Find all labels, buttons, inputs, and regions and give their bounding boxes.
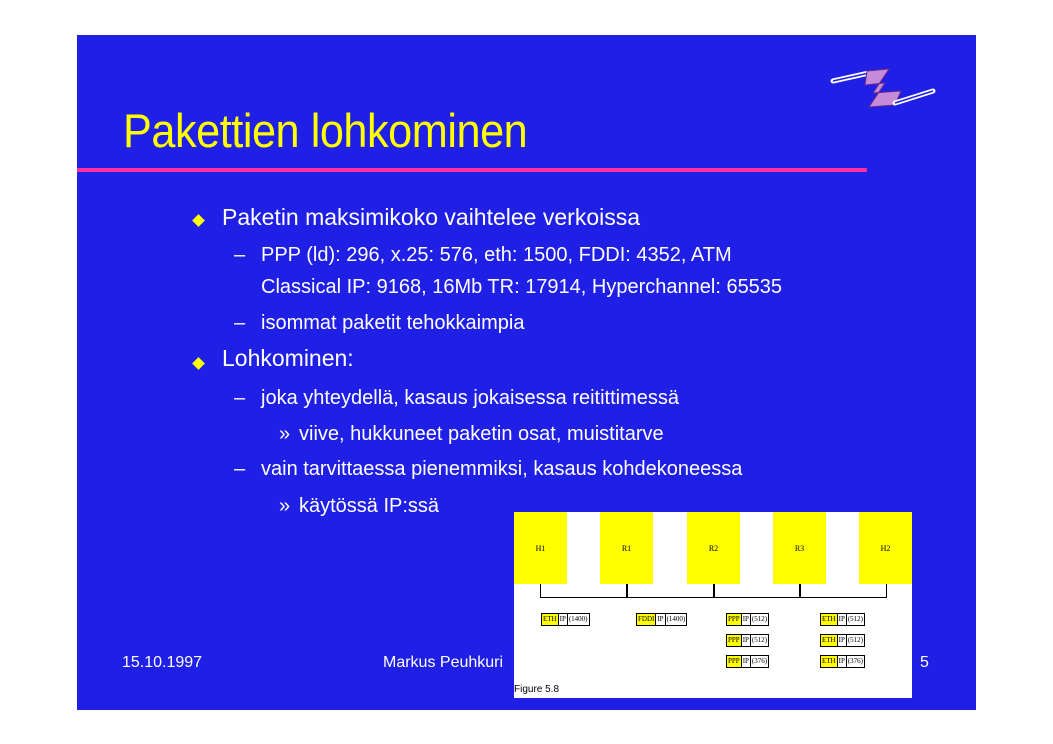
footer-author: Markus Peuhkuri	[383, 654, 504, 671]
packet	[820, 613, 865, 626]
bullet-2-sub-2-sub: käytössä IP:ssä	[299, 495, 440, 517]
packet-payload: (512)	[847, 636, 864, 644]
bullet-2-sub-1: joka yhteydellä, kasaus jokaisessa reitittimessä	[261, 387, 679, 409]
packet-header: ETH	[822, 636, 836, 644]
packet-payload: (512)	[751, 615, 768, 623]
router-box: R1	[600, 512, 653, 584]
packet	[820, 655, 865, 668]
footer-page-number: 5	[920, 654, 929, 671]
page-title: Pakettien lohkominen	[123, 104, 528, 157]
bullet-2-sub-2: vain tarvittaessa pienemmiksi, kasaus kohdekoneessa	[261, 458, 743, 480]
packet-header: PPP	[728, 657, 740, 665]
packet-ip: IP	[657, 615, 664, 623]
bullet-2: Lohkominen:	[222, 345, 354, 371]
bullet-diamond-icon	[192, 214, 205, 227]
packet-ip: IP	[742, 615, 749, 623]
packet	[726, 655, 769, 668]
packet-ip: IP	[742, 636, 749, 644]
bullet-1-sub-1-line-1: PPP (ld): 296, x.25: 576, eth: 1500, FDDI: 4352, ATM	[261, 244, 732, 266]
dash-icon: –	[234, 312, 246, 334]
packet-header: FDDI	[638, 615, 655, 623]
packet-ip: IP	[838, 615, 845, 623]
fragmentation-figure	[514, 512, 912, 698]
packet-ip: IP	[838, 636, 845, 644]
router-box: H1	[514, 512, 567, 584]
network-link	[626, 584, 715, 598]
footer-date: 15.10.1997	[122, 654, 203, 671]
packet-ip: IP	[559, 615, 566, 623]
bullet-diamond-icon	[192, 357, 205, 370]
router-box: H2	[859, 512, 912, 584]
packet-payload: (1400)	[666, 615, 686, 623]
slide	[77, 35, 976, 710]
packet-payload: (376)	[847, 657, 864, 665]
packet-header: PPP	[728, 636, 740, 644]
raquo-icon: »	[279, 423, 291, 445]
packet	[726, 634, 769, 647]
packet-ip: IP	[838, 657, 845, 665]
packet-payload: (512)	[751, 636, 768, 644]
packet	[820, 634, 865, 647]
bullet-2-sub-1-sub: viive, hukkuneet paketin osat, muistitarve	[299, 423, 664, 445]
dash-icon: –	[234, 244, 246, 266]
packet-payload: (512)	[847, 615, 864, 623]
packet-header: ETH	[822, 615, 836, 623]
packet	[726, 613, 769, 626]
logo-icon	[829, 67, 937, 112]
bullet-1-sub-1-line-2: Classical IP: 9168, 16Mb TR: 17914, Hyperchannel: 65535	[261, 276, 783, 298]
router-box: R2	[687, 512, 740, 584]
packet-header: ETH	[822, 657, 836, 665]
title-divider	[77, 168, 867, 172]
network-link	[799, 584, 887, 598]
bullet-1-sub-2: isommat paketit tehokkaimpia	[261, 312, 525, 334]
network-link	[540, 584, 628, 598]
packet-header: PPP	[728, 615, 740, 623]
bullet-1: Paketin maksimikoko vaihtelee verkoissa	[222, 204, 641, 230]
packet-ip: IP	[742, 657, 749, 665]
packet	[541, 613, 590, 626]
packet-payload: (376)	[751, 657, 768, 665]
packet-payload: (1400)	[568, 615, 588, 623]
dash-icon: –	[234, 458, 246, 480]
packet-header: ETH	[543, 615, 557, 623]
network-link	[713, 584, 801, 598]
figure-caption: Figure 5.8	[514, 684, 560, 695]
packet	[636, 613, 687, 626]
router-box: R3	[773, 512, 826, 584]
raquo-icon: »	[279, 495, 291, 517]
dash-icon: –	[234, 387, 246, 409]
